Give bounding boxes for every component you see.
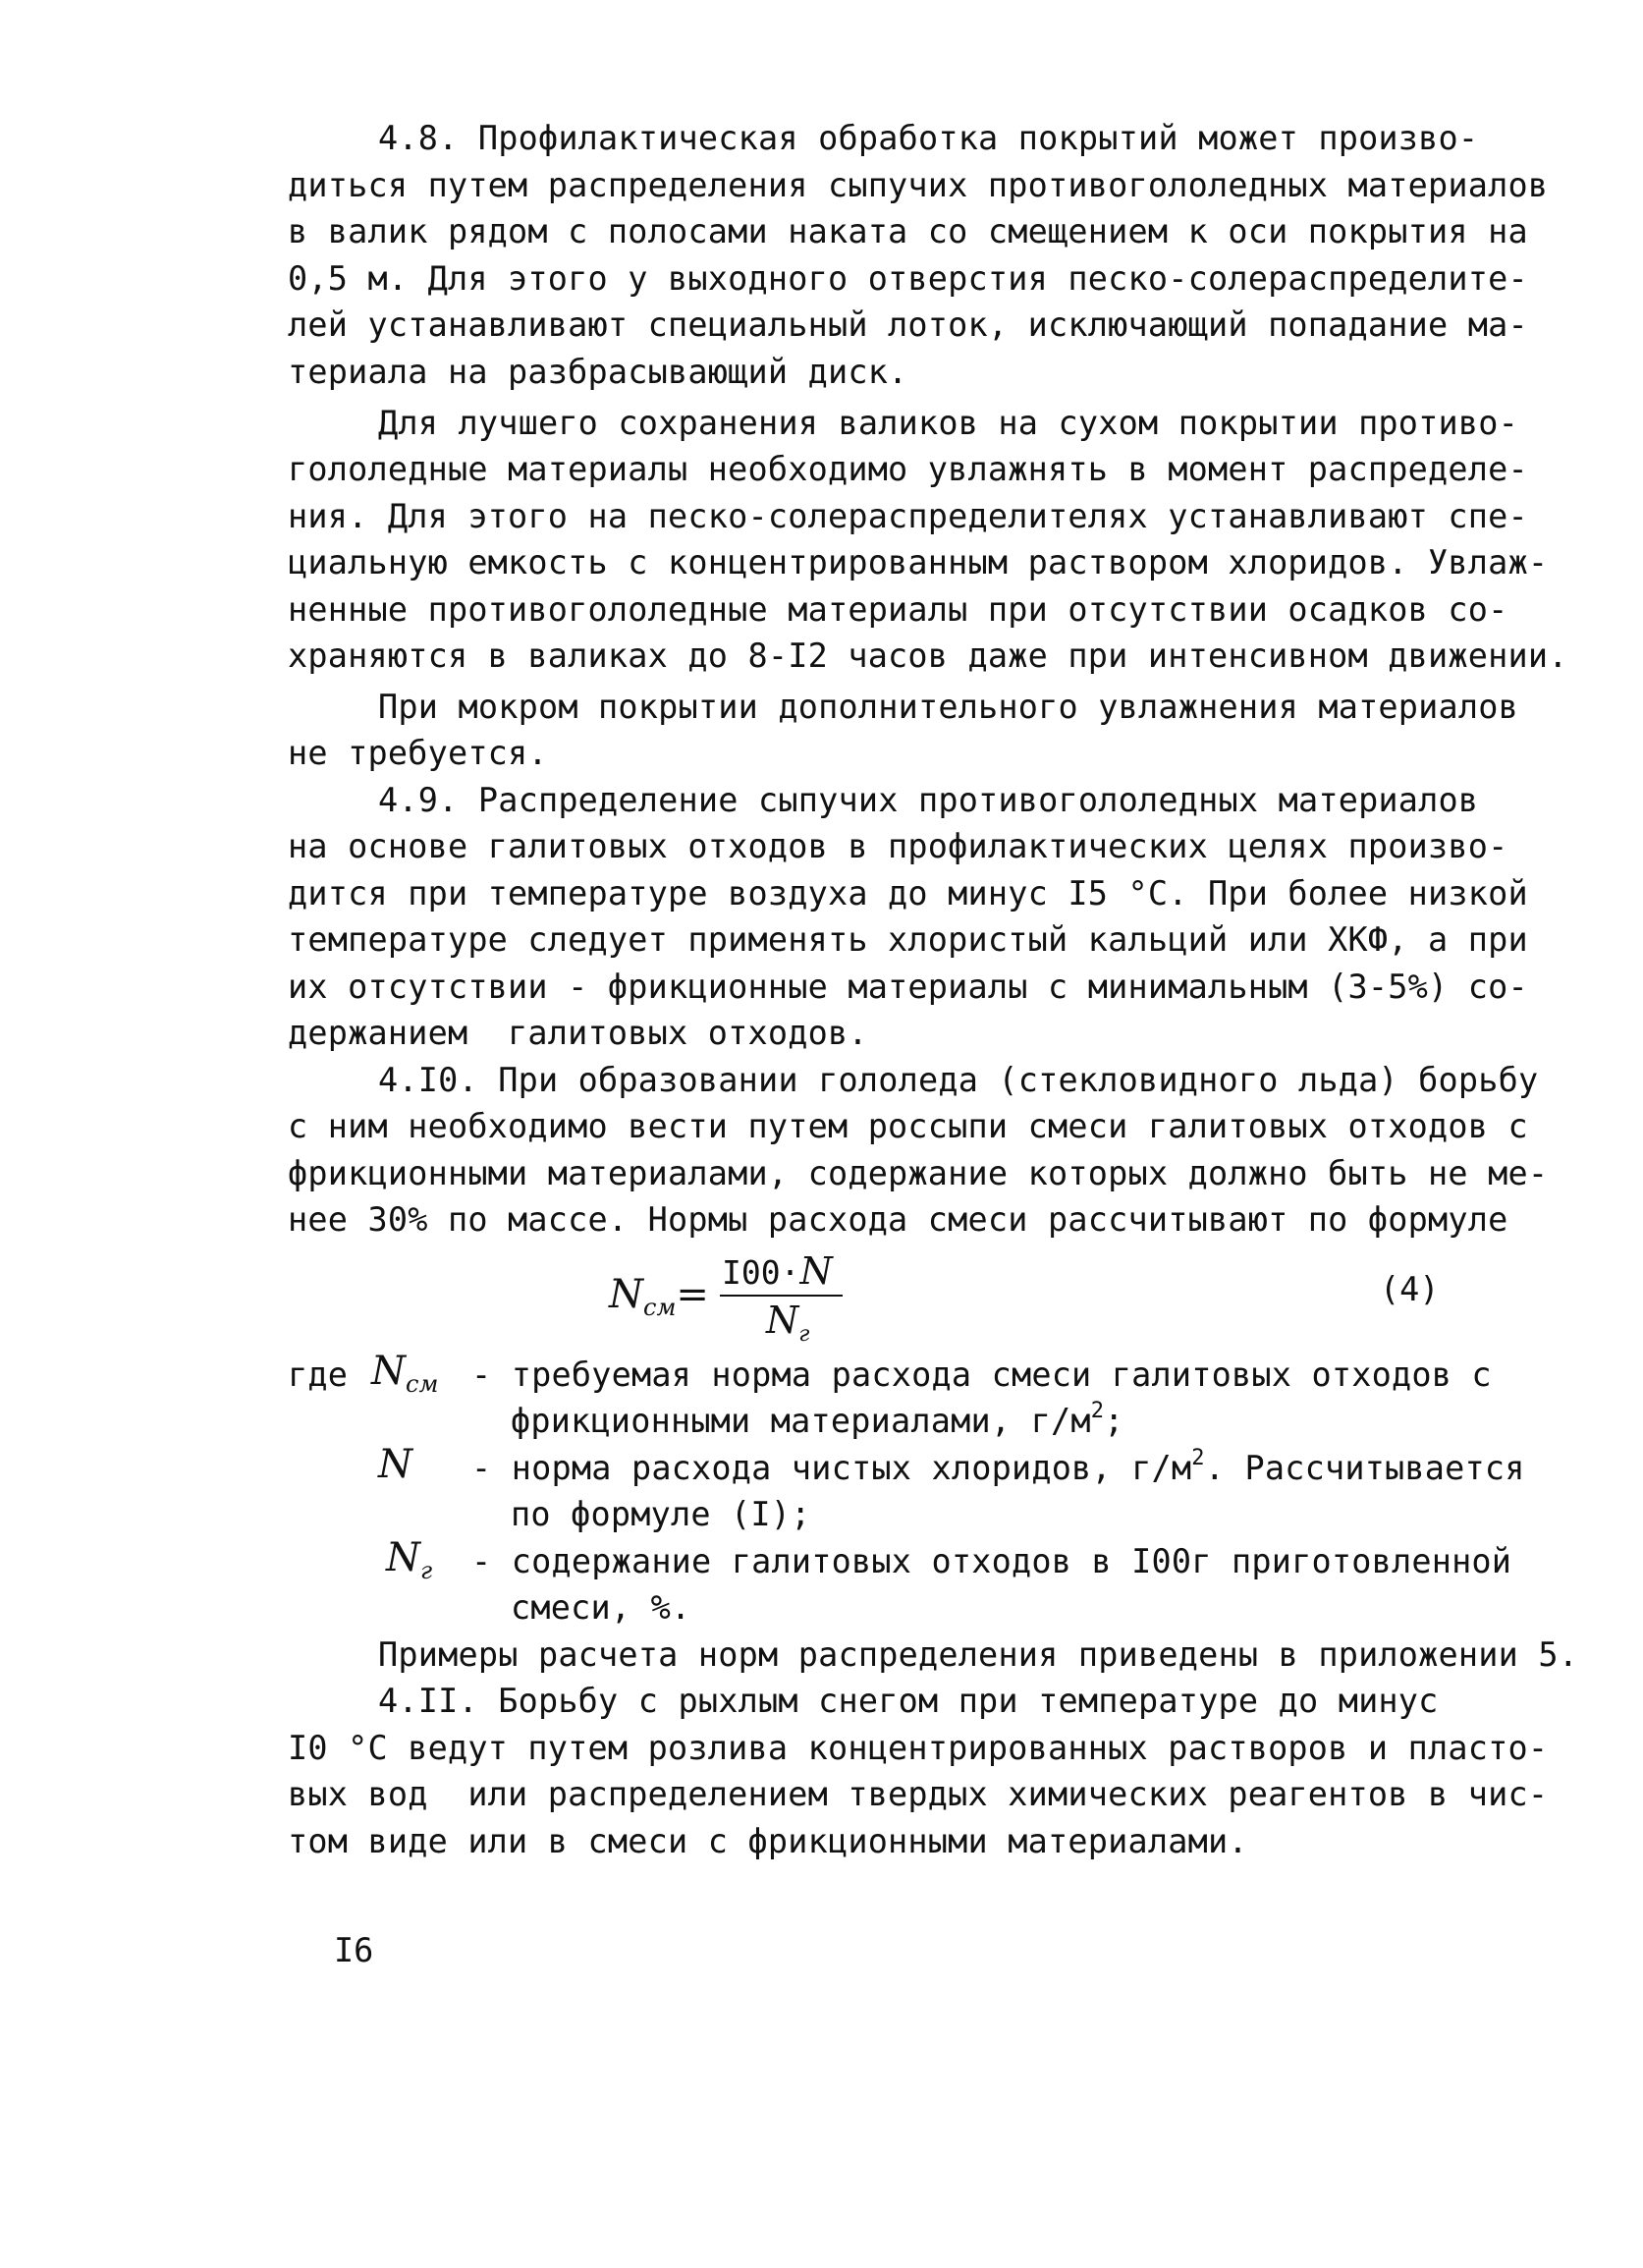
formula-numerator [722,1251,833,1293]
where-symbol-subscript: г [420,1557,433,1584]
text-line: ния. Для этого на песко-солераспределителях устанавливают спе- [288,497,1528,535]
definition-text: ; [1104,1402,1124,1440]
fraction-bar [720,1295,843,1297]
text-line: При мокром покрытии дополнительного увлажнения материалов [378,688,1519,726]
superscript: 2 [1191,1446,1205,1470]
formula-equals: = [676,1272,709,1317]
definition-text: - норма расхода чистых хлоридов, г/м [471,1449,1192,1487]
text-line: I0 °С ведут путем розлива концентрированных растворов и пласто- [288,1729,1549,1767]
formula-denominator [766,1300,809,1355]
text-line: 4.8. Профилактическая обработка покрытий может произво- [378,119,1479,157]
definition-text: фрикционными материалами, г/м [511,1402,1091,1440]
formula-numerator-text: I00· [722,1253,800,1292]
text-line: на основе галитовых отходов в профилактических целях произво- [288,827,1508,865]
definition-text: . Рассчитывается [1204,1449,1525,1487]
text-line: циальную емкость с концентрированным раствором хлоридов. Увлаж- [288,543,1549,581]
where-definition: смеси, %. [511,1588,691,1627]
text-line: 4.9. Распределение сыпучих противогололедных материалов [378,781,1479,819]
where-symbol [378,1442,412,1487]
where-definition: по формуле (I); [511,1495,811,1533]
equation-number: (4) [1380,1270,1440,1308]
formula-denominator-subscript: г [798,1322,810,1347]
text-line: 0,5 м. Для этого у выходного отверстия песко-солераспределите- [288,259,1528,298]
text-line: с ним необходимо вести путем россыпи смеси галитовых отходов с [288,1107,1528,1145]
formula-lhs-symbol: N [609,1272,643,1317]
text-line: диться путем распределения сыпучих противогололедных материалов [288,166,1549,204]
text-line: в валик рядом с полосами наката со смещением к оси покрытия на [288,212,1528,250]
where-symbol [371,1349,438,1407]
where-symbol-letter: N [386,1535,420,1580]
where-definition: - требуемая норма расхода смеси галитовых отходов с [471,1355,1492,1394]
text-line: Примеры расчета норм распределения приведены в приложении 5. [378,1635,1579,1674]
text-line: нее 30% по массе. Нормы расхода смеси рассчитывают по формуле [288,1200,1508,1239]
text-line: ненные противогололедные материалы при отсутствии осадков со- [288,590,1508,629]
where-definition [471,1446,1525,1491]
formula-numerator-symbol: N [799,1249,833,1293]
text-line: храняются в валиках до 8-I2 часов даже при интенсивном движении. [288,636,1568,675]
text-line: их отсутствии - фрикционные материалы с минимальным (3-5%) со- [288,968,1528,1006]
text-line: 4.II. Борьбу с рыхлым снегом при температуре до минус [378,1682,1439,1720]
formula-denominator-symbol: N [766,1299,799,1342]
text-line: держанием галитовых отходов. [288,1014,868,1052]
where-word: где [288,1355,349,1394]
page-number: I6 [334,1931,374,1969]
text-line: фрикционными материалами, содержание которых должно быть не ме- [288,1154,1549,1192]
text-line: том виде или в смеси с фрикционными материалами. [288,1822,1248,1860]
text-line: гололедные материалы необходимо увлажнять в момент распределе- [288,450,1528,488]
text-line: Для лучшего сохранения валиков на сухом покрытии противо- [378,404,1519,442]
text-line: температуре следует применять хлористый кальций или ХКФ, а при [288,920,1528,959]
where-symbol [386,1535,432,1593]
superscript: 2 [1090,1399,1105,1423]
formula-lhs [609,1272,709,1327]
text-line: лей устанавливают специальный лоток, исключающий попадание ма- [288,305,1528,344]
text-line: 4.I0. При образовании гололеда (стекловидного льда) борьбу [378,1061,1539,1099]
where-symbol-letter: N [371,1349,406,1394]
where-symbol-letter: N [378,1442,412,1487]
formula-4 [609,1247,845,1346]
text-line: териала на разбрасывающий диск. [288,353,908,391]
where-definition [511,1399,1124,1444]
text-line: дится при температуре воздуха до минус I5 °С. При более низкой [288,874,1528,913]
where-definition: - содержание галитовых отходов в I00г приготовленной [471,1542,1512,1580]
formula-lhs-subscript: см [643,1294,677,1321]
where-symbol-subscript: см [406,1370,439,1398]
text-line: вых вод или распределением твердых химических реагентов в чис- [288,1775,1549,1813]
text-line: не требуется. [288,734,548,772]
